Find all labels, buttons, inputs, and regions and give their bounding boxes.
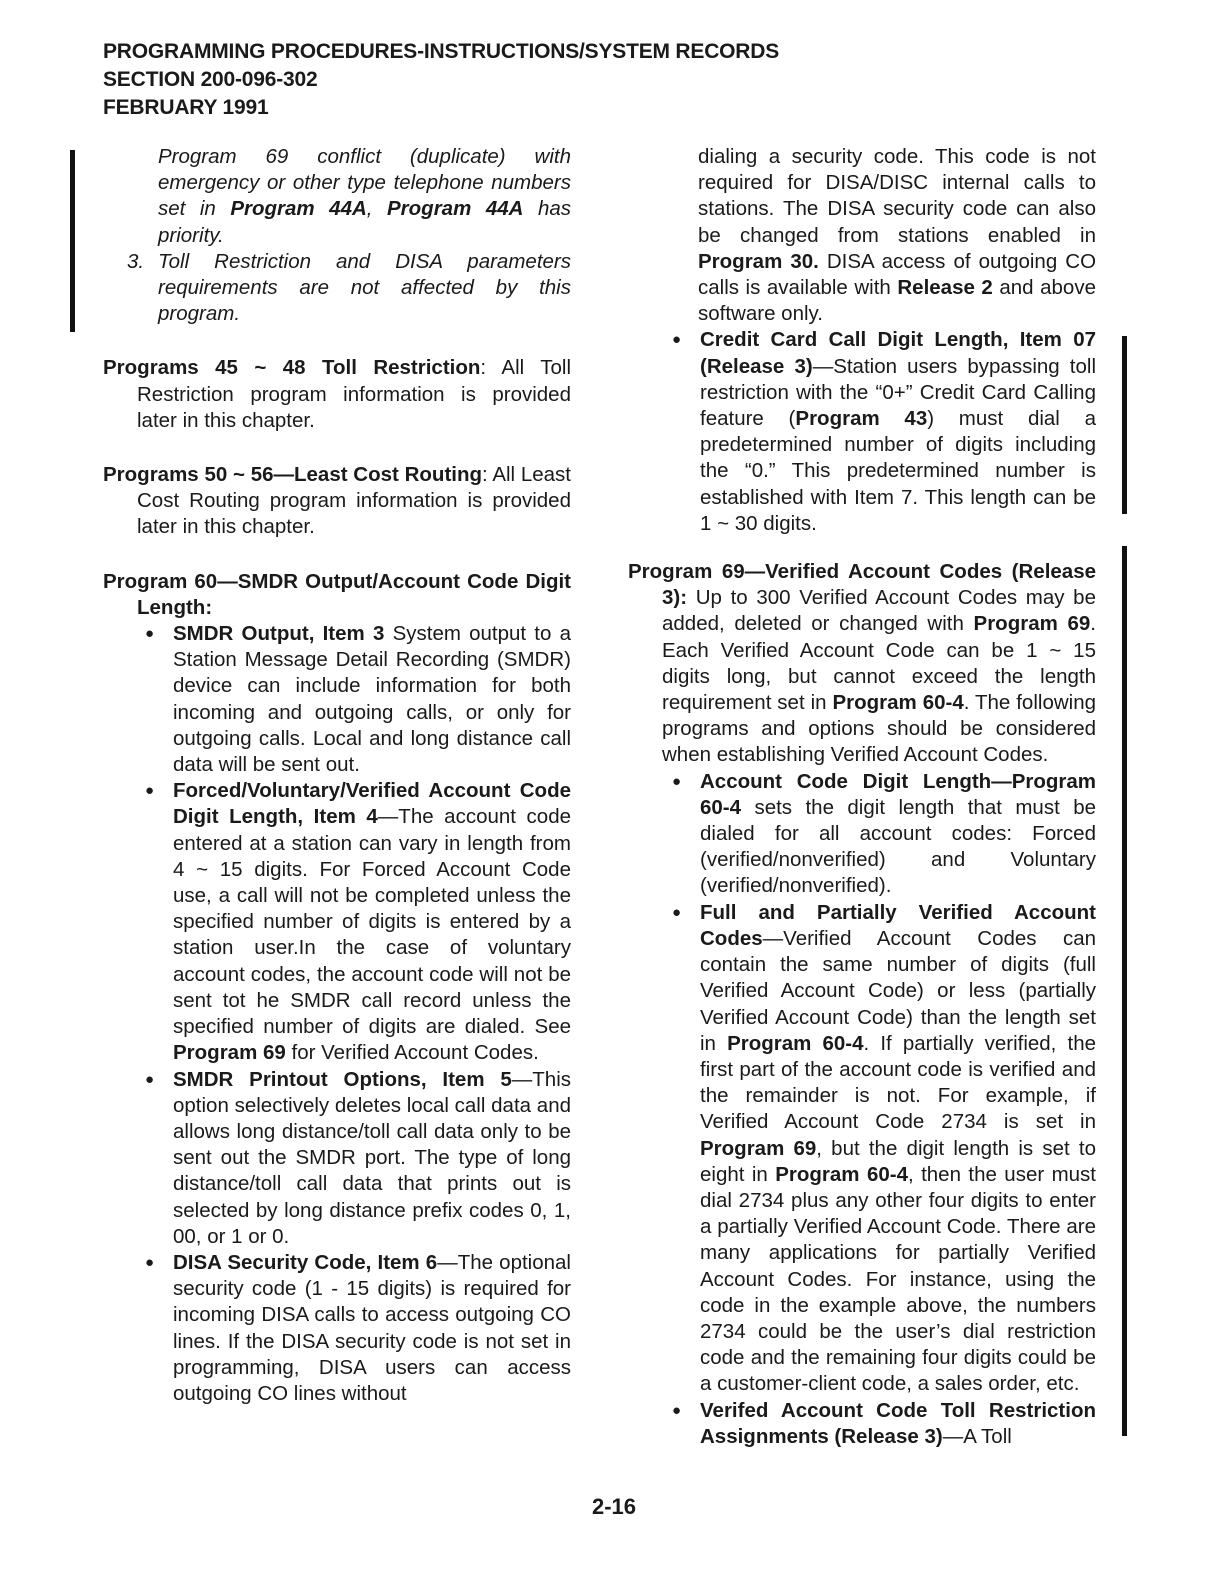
bullet-title: Forced/Voluntary/Verified Account Code Digit Length, Item 4: [173, 779, 571, 829]
program-69-bullets: [628, 769, 1096, 1450]
section-heading: Program 69—Verified Account Codes (Release 3):: [628, 560, 1096, 610]
header-title: PROGRAMMING PROCEDURES-INSTRUCTIONS/SYSTEM RECORDS: [103, 40, 780, 63]
bullet-text: —A Toll: [942, 1424, 1012, 1448]
cont-bold-2: Release 2: [897, 276, 993, 300]
change-bar-left: [70, 150, 75, 332]
list-item: [103, 778, 571, 1066]
section-programs-45-48: [103, 355, 571, 434]
list-item: [103, 621, 571, 778]
bullet-text: —The optional security code (1 - 15 digits) is required for incoming DISA calls to access outgoing CO lines. If the DISA security code is not set in programming, DISA users can access outgoing CO lines without: [173, 1250, 571, 1405]
list-item: [103, 1250, 571, 1407]
bullet-title: SMDR Output, Item 3: [173, 622, 385, 646]
bullet-text: —Station users bypassing toll restriction with the “0+” Credit Card Calling feature (: [700, 354, 1096, 431]
section-text: . Each Verified Account Code can be 1 ~ 15 digits long, but cannot exceed the length requirement set in: [662, 612, 1096, 715]
bullet-text: —This option selectively deletes local call data and allows long distance/toll call data only to be sent out the SMDR port. The type of long distance/toll call data that prints out is selected by long distance prefix codes 0, 1, 00, or 1 or 0.: [173, 1067, 571, 1248]
bullet-title: Verifed Account Code Toll Restriction Assignments (Release 3): [700, 1398, 1096, 1448]
intro-separator: ,: [366, 197, 387, 221]
bullet-bold: Program 60-4: [727, 1031, 864, 1055]
bullet-text: sets the digit length that must be dialed for all account codes: Forced (verified/nonverified) and Voluntary (verified/nonverified).: [700, 795, 1096, 898]
intro-text-b: has priority.: [158, 197, 572, 247]
page-header: [103, 38, 779, 122]
left-column: [103, 144, 571, 1407]
intro-paragraph: [103, 144, 571, 249]
section-heading: Programs 50 ~ 56—Least Cost Routing: [103, 463, 483, 487]
bullet-title: DISA Security Code, Item 6: [173, 1250, 438, 1274]
bullet-text: for Verified Account Codes.: [285, 1041, 539, 1065]
cont-text-c: and above software only.: [698, 276, 1096, 326]
header-section: SECTION 200-096-302: [103, 68, 318, 91]
continued-paragraph: [628, 144, 1096, 327]
bullet-text: ) must dial a predetermined number of digits including the “0.” This predetermined number is established with Item 7. This length can be 1 ~ 30 digits.: [700, 407, 1096, 535]
bullet-bold: Program 69: [173, 1041, 286, 1065]
intro-bold-1: Program 44A: [230, 197, 367, 221]
bullet-text: —The account code entered at a station can vary in length from 4 ~ 15 digits. For Forced Account Code use, a call will not be completed unless the specified number of digits is entered by a station user.In the case of voluntary account codes, the account code will not be sent tot he SMDR call record unless the specified number of digits are dialed. See: [173, 805, 571, 1039]
cont-text-a: dialing a security code. This code is not required for DISA/DISC internal calls to stations. The DISA security code can also be changed from stations enabled in: [698, 145, 1096, 247]
bullet-title: SMDR Printout Options, Item 5: [173, 1067, 512, 1091]
section-program-60: Program 60—SMDR Output/Account Code Digit Length:: [103, 569, 571, 619]
bullet-text: System output to a Station Message Detail Recording (SMDR) device can include information for both incoming and outgoing calls, or only for outgoing calls. Local and long distance call data will be sent out.: [173, 622, 572, 777]
bullet-text: , then the user must dial 2734 plus any other four digits to enter a partially Verified Account Code. There are many applications for partially Verified Account Codes. For instance, using the code in the example above, the numbers 2734 could be the user’s dial restriction code and the remaining four digits could be a customer-client code, a sales order, etc.: [700, 1162, 1097, 1396]
program-60-bullets: [103, 621, 571, 1407]
section-bold: Program 69: [973, 612, 1091, 636]
bullet-bold: Program 60-4: [775, 1162, 908, 1186]
list-item: [628, 900, 1096, 1398]
change-bar-right-1: [1122, 336, 1127, 514]
bullet-title: Full and Partially Verified Account Codes: [700, 900, 1096, 950]
bullet-text: , but the digit length is set to eight in: [700, 1136, 1096, 1186]
section-programs-50-56: [103, 462, 571, 541]
list-item: [628, 327, 1096, 537]
section-text: . The following programs and options should be considered when establishing Verified Account Codes.: [662, 691, 1097, 767]
cont-text-b: DISA access of outgoing CO calls is available with: [698, 249, 1097, 300]
list-item: [628, 769, 1096, 900]
right-column: [628, 144, 1096, 1450]
section-program-69: [628, 559, 1096, 769]
numbered-item-3: [103, 249, 571, 328]
change-bar-right-2: [1122, 546, 1127, 1436]
intro-text-a: Program 69 conflict (duplicate) with emergency or other type telephone numbers set in: [158, 145, 571, 221]
header-date: FEBRUARY 1991: [103, 96, 269, 119]
bullet-bold: Program 43: [795, 407, 928, 431]
section-heading: Programs 45 ~ 48 Toll Restriction: [103, 356, 481, 380]
item-number: 3.: [127, 249, 145, 273]
cont-bold-1: Program 30.: [698, 249, 819, 273]
bullet-text: . If partially verified, the first part of the account code is verified and the remainder is not. For example, if Verified Account Code 2734 is set in: [700, 1031, 1096, 1134]
intro-bold-2: Program 44A: [387, 197, 524, 221]
list-item: [628, 1398, 1096, 1450]
bullet-title: Account Code Digit Length—Program 60-4: [700, 769, 1096, 819]
section-bold: Program 60-4: [832, 691, 964, 715]
section-text: : All Least Cost Routing program information is provided later in this chapter.: [137, 463, 571, 539]
item-text: Toll Restriction and DISA parameters requirements are not affected by this program.: [158, 249, 571, 326]
bullet-text: —Verified Account Codes can contain the same number of digits (full Verified Account Code) or less (partially Verified Account Code) than the length set in: [700, 926, 1096, 1055]
bullet-bold: Program 69: [700, 1136, 817, 1160]
section-text: Up to 300 Verified Account Codes may be added, deleted or changed with: [662, 586, 1096, 636]
section-text: : All Toll Restriction program information is provided later in this chapter.: [137, 356, 571, 432]
list-item: [103, 1067, 571, 1250]
credit-card-bullets: [628, 327, 1096, 537]
page-number: 2-16: [591, 1494, 637, 1519]
bullet-title: Credit Card Call Digit Length, Item 07 (Release 3): [700, 328, 1096, 378]
